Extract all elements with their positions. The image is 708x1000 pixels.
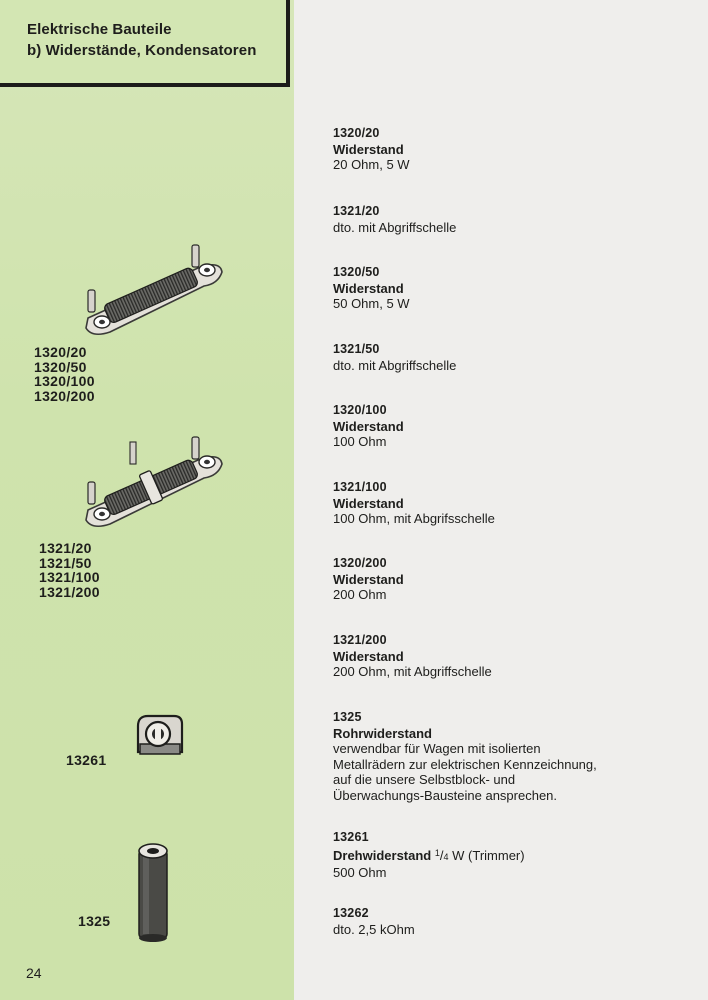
rating-suffix: W (Trimmer) [448,847,525,863]
product-code: 1321/100 [333,480,387,494]
product-entry [333,126,410,173]
product-description: 500 Ohm [333,865,387,880]
product-description: dto. 2,5 kOhm [333,921,415,937]
figure-label: 1320/50 [34,358,87,375]
product-entry [333,906,415,937]
product-description: 20 Ohm, 5 W [333,157,410,172]
product-title-line [333,846,525,866]
fraction-denominator: 4 [443,851,449,862]
figure-label: 1321/100 [39,569,100,585]
product-entry [333,830,525,881]
product-code: 1321/200 [333,633,387,647]
section-subtitle: b) Widerstände, Kondensatoren [27,42,257,59]
product-description: dto. mit Abgriffschelle [333,357,457,373]
section-title-box [0,0,290,87]
product-entry [333,633,492,680]
product-code: 13261 [333,830,369,844]
product-entry [333,265,410,312]
figure-label: 1321/20 [39,540,92,556]
product-code: 1321/20 [333,204,380,218]
figure-labels-1321 [39,541,100,599]
product-description: verwendbar für Wagen mit isolierten [333,741,541,756]
product-title: Widerstand [333,280,404,296]
product-title: Widerstand [333,418,404,434]
figure-label: 1320/200 [34,387,95,404]
product-title: Widerstand [333,571,404,587]
product-entry [333,403,404,450]
figure-label: 13261 [66,752,107,768]
figure-label: 1325 [78,913,111,929]
product-code: 1321/50 [333,342,380,356]
product-description: 100 Ohm, mit Abgrifsschelle [333,511,495,526]
product-title: Drehwiderstand [333,847,432,863]
product-code: 1325 [333,710,362,724]
figure-labels-13261 [66,753,106,768]
product-description: 50 Ohm, 5 W [333,296,410,311]
product-description: 100 Ohm [333,434,387,449]
product-code: 1320/50 [333,265,380,279]
product-title: Widerstand [333,495,404,511]
resistor-1321-image [80,432,230,532]
figure-label: 1320/20 [34,344,87,360]
product-title: Widerstand [333,141,404,157]
product-code: 1320/20 [333,126,380,140]
product-rating: $^1$/4 W (Trimmer) [434,847,525,863]
product-entry [333,204,456,235]
figure-labels-1325 [78,914,110,929]
product-code: 13262 [333,906,369,920]
figure-label: 1321/50 [39,554,92,571]
trimmer-13261-image [134,712,186,760]
product-entry [333,556,404,603]
product-description: 200 Ohm, mit Abgriffschelle [333,664,492,679]
product-code: 1320/200 [333,556,387,570]
product-description: Metallrädern zur elektrischen Kennzeichnung, [333,756,597,772]
product-title: Rohrwiderstand [333,725,432,741]
product-description: Überwachungs-Bausteine ansprechen. [333,787,558,803]
product-code: 1320/100 [333,403,387,417]
product-description: 200 Ohm [333,587,387,602]
product-description: dto. mit Abgriffschelle [333,219,457,235]
tube-resistor-1325-image [133,840,173,944]
product-description: auf die unsere Selbstblock- und [333,772,516,787]
section-title: Elektrische Bauteile [27,21,172,38]
product-entry [333,342,456,373]
figure-label: 1321/200 [39,583,100,600]
product-title: Widerstand [333,648,404,664]
figure-labels-1320 [34,345,95,403]
figure-label: 1320/100 [34,373,95,389]
fraction-numerator: 1 [434,847,440,858]
page-number: 24 [26,965,42,981]
product-entry [333,480,495,527]
resistor-1320-image [80,240,230,340]
product-entry [333,710,597,803]
